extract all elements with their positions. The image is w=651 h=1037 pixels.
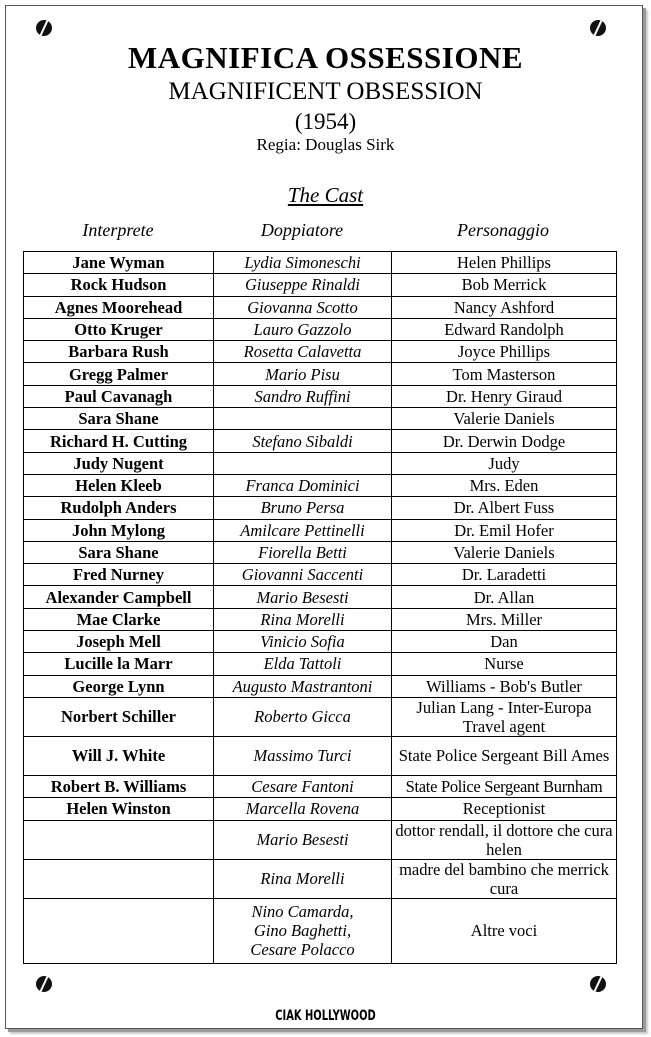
table-row <box>24 296 617 318</box>
screw-icon <box>36 20 52 36</box>
director: Regia: Douglas Sirk <box>256 135 395 154</box>
actor-cell: John Mylong <box>24 519 214 541</box>
table-row <box>24 898 617 963</box>
actor-cell: Lucille la Marr <box>24 653 214 675</box>
actor-cell: Fred Nurney <box>24 564 214 586</box>
voice-cell: Sandro Ruffini <box>214 385 392 407</box>
table-row <box>24 363 617 385</box>
table-row <box>24 341 617 363</box>
title-english: MAGNIFICENT OBSESSION <box>168 78 483 105</box>
character-cell: Valerie Daniels <box>392 408 617 430</box>
table-row <box>24 408 617 430</box>
character-cell: Dr. Henry Giraud <box>392 385 617 407</box>
actor-cell: Helen Winston <box>24 798 214 820</box>
voice-cell: Rina Morelli <box>214 608 392 630</box>
actor-cell: George Lynn <box>24 675 214 697</box>
character-cell: Nurse <box>392 653 617 675</box>
actor-cell: Sara Shane <box>24 541 214 563</box>
actor-cell: Mae Clarke <box>24 608 214 630</box>
actor-cell: Robert B. Williams <box>24 775 214 797</box>
release-year: (1954) <box>294 109 357 134</box>
actor-cell <box>24 820 214 859</box>
table-row <box>24 519 617 541</box>
voice-cell: Roberto Gicca <box>214 697 392 736</box>
character-cell: Dr. Albert Fuss <box>392 497 617 519</box>
character-cell: Julian Lang - Inter-Europa Travel agent <box>392 697 617 736</box>
table-row <box>24 497 617 519</box>
table-row <box>24 697 617 736</box>
character-cell: Williams - Bob's Butler <box>392 675 617 697</box>
voice-cell: Giuseppe Rinaldi <box>214 274 392 296</box>
voice-cell <box>214 452 392 474</box>
table-row <box>24 798 617 820</box>
character-cell: Dr. Derwin Dodge <box>392 430 617 452</box>
table-row <box>24 820 617 859</box>
table-row <box>24 318 617 340</box>
actor-cell: Richard H. Cutting <box>24 430 214 452</box>
character-cell: dottor rendall, il dottore che cura helen <box>392 820 617 859</box>
voice-cell: Rosetta Calavetta <box>214 341 392 363</box>
actor-cell: Sara Shane <box>24 408 214 430</box>
voice-cell: Rina Morelli <box>214 859 392 898</box>
character-cell: Joyce Phillips <box>392 341 617 363</box>
voice-cell: Mario Besesti <box>214 820 392 859</box>
actor-cell: Will J. White <box>24 736 214 775</box>
table-row <box>24 430 617 452</box>
character-cell: Dr. Laradetti <box>392 564 617 586</box>
actor-cell: Gregg Palmer <box>24 363 214 385</box>
voice-cell: Lauro Gazzolo <box>214 318 392 340</box>
actor-cell: Rock Hudson <box>24 274 214 296</box>
table-row <box>24 452 617 474</box>
actor-cell: Rudolph Anders <box>24 497 214 519</box>
actor-cell <box>24 898 214 963</box>
voice-cell: Amilcare Pettinelli <box>214 519 392 541</box>
table-row <box>24 385 617 407</box>
character-cell: Receptionist <box>392 798 617 820</box>
table-row <box>24 775 617 797</box>
character-cell: Judy <box>392 452 617 474</box>
voice-cell: Giovanna Scotto <box>214 296 392 318</box>
table-row <box>24 252 617 274</box>
voice-cell: Mario Besesti <box>214 586 392 608</box>
character-cell: State Police Sergeant Bill Ames <box>392 736 617 775</box>
table-row <box>24 586 617 608</box>
cast-heading: The Cast <box>287 183 364 207</box>
character-cell: Mrs. Eden <box>392 474 617 496</box>
voice-cell: Cesare Fantoni <box>214 775 392 797</box>
character-cell: Altre voci <box>392 898 617 963</box>
voice-cell: Nino Camarda, Gino Baghetti, Cesare Polacco <box>214 898 392 963</box>
table-row <box>24 859 617 898</box>
actor-cell: Judy Nugent <box>24 452 214 474</box>
column-header-actor: Interprete <box>82 220 154 240</box>
title-italian: MAGNIFICA OSSESSIONE <box>127 40 524 75</box>
actor-cell: Jane Wyman <box>24 252 214 274</box>
voice-cell: Fiorella Betti <box>214 541 392 563</box>
table-row <box>24 608 617 630</box>
character-cell: Valerie Daniels <box>392 541 617 563</box>
column-header-voice: Doppiatore <box>260 220 344 240</box>
screw-icon <box>36 976 52 992</box>
voice-cell <box>214 408 392 430</box>
actor-cell: Helen Kleeb <box>24 474 214 496</box>
character-cell: Bob Merrick <box>392 274 617 296</box>
table-row <box>24 274 617 296</box>
character-cell: Dr. Emil Hofer <box>392 519 617 541</box>
voice-cell: Giovanni Saccenti <box>214 564 392 586</box>
ciak-hollywood-logo: CIAK HOLLYWOOD <box>275 1007 376 1024</box>
column-header-character: Personaggio <box>457 220 549 240</box>
actor-cell: Otto Kruger <box>24 318 214 340</box>
voice-cell: Franca Dominici <box>214 474 392 496</box>
voice-cell: Vinicio Sofia <box>214 631 392 653</box>
actor-cell: Alexander Campbell <box>24 586 214 608</box>
character-cell: Dr. Allan <box>392 586 617 608</box>
actor-cell <box>24 859 214 898</box>
voice-cell: Augusto Mastrantoni <box>214 675 392 697</box>
actor-cell: Barbara Rush <box>24 341 214 363</box>
character-cell: Helen Phillips <box>392 252 617 274</box>
character-cell: Dan <box>392 631 617 653</box>
table-row <box>24 653 617 675</box>
actor-cell: Joseph Mell <box>24 631 214 653</box>
table-row <box>24 541 617 563</box>
cast-table <box>23 251 617 964</box>
voice-cell: Marcella Rovena <box>214 798 392 820</box>
character-cell: Mrs. Miller <box>392 608 617 630</box>
voice-cell: Massimo Turci <box>214 736 392 775</box>
table-row <box>24 631 617 653</box>
voice-cell: Lydia Simoneschi <box>214 252 392 274</box>
table-row <box>24 564 617 586</box>
character-cell: Tom Masterson <box>392 363 617 385</box>
actor-cell: Agnes Moorehead <box>24 296 214 318</box>
screw-icon <box>590 20 606 36</box>
table-row <box>24 474 617 496</box>
actor-cell: Norbert Schiller <box>24 697 214 736</box>
voice-cell: Stefano Sibaldi <box>214 430 392 452</box>
character-cell: madre del bambino che merrick cura <box>392 859 617 898</box>
character-cell: Edward Randolph <box>392 318 617 340</box>
character-cell: Nancy Ashford <box>392 296 617 318</box>
table-row <box>24 675 617 697</box>
table-row <box>24 736 617 775</box>
character-cell: State Police Sergeant Burnham <box>392 775 617 797</box>
voice-cell: Bruno Persa <box>214 497 392 519</box>
voice-cell: Mario Pisu <box>214 363 392 385</box>
voice-cell: Elda Tattoli <box>214 653 392 675</box>
screw-icon <box>590 976 606 992</box>
actor-cell: Paul Cavanagh <box>24 385 214 407</box>
